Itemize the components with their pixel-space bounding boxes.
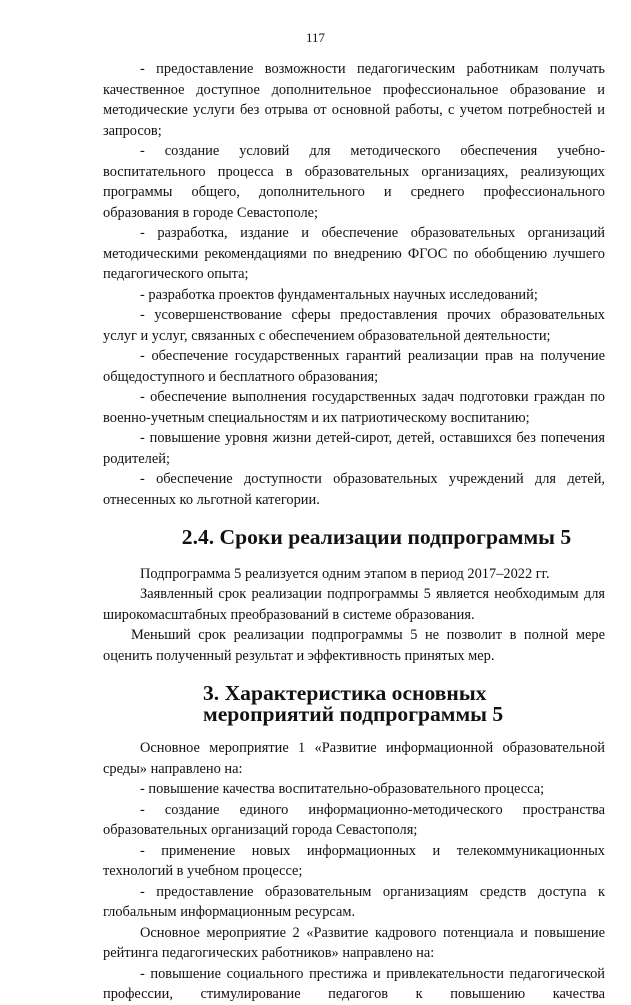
paragraph: - разработка проектов фундаментальных научных исследований; — [140, 286, 538, 303]
paragraph: Заявленный срок реализации подпрограммы 5 является необходимым для широкомасштабных преобразований в системе образования. — [103, 586, 605, 623]
paragraph: Меньший срок реализации подпрограммы 5 не позволит в полной мере оценить полученный результат и эффективность принятых мер. — [103, 627, 605, 664]
page-content — [103, 59, 605, 1005]
paragraph: - обеспечение государственных гарантий реализации прав на получение общедоступного и бесплатного образования; — [103, 348, 605, 385]
paragraph: - обеспечение выполнения государственных задач подготовки граждан по военно-учетным специальностям и их патриотическому воспитанию; — [103, 389, 605, 426]
section-heading: 3. Характеристика основных мероприятий подпрограммы 5 — [203, 681, 504, 726]
paragraph: Основное мероприятие 1 «Развитие информационной образовательной среды» направлено на: — [103, 740, 605, 777]
paragraph: - разработка, издание и обеспечение образовательных организаций методическими рекомендациями по внедрению ФГОС по обобщению лучшего педагогического опыта; — [103, 225, 605, 282]
paragraph: - усовершенствование сферы предоставления прочих образовательных услуг и услуг, связанных с обеспечением образовательной деятельности; — [103, 307, 605, 344]
paragraph: - создание единого информационно-методического пространства образовательных организаций города Севастополя; — [103, 801, 605, 838]
paragraph: Основное мероприятие 2 «Развитие кадрового потенциала и повышение рейтинга педагогических работников» направлено на: — [103, 924, 605, 961]
paragraph: - повышение качества воспитательно-образовательного процесса; — [140, 781, 545, 797]
paragraph: - предоставление образовательным организациям средств доступа к глобальным информационным ресурсам. — [103, 883, 605, 920]
paragraph: - обеспечение доступности образовательных учреждений для детей, отнесенных ко льготной категории. — [103, 471, 605, 508]
page-number: 117 — [305, 30, 326, 45]
section-heading: 2.4. Сроки реализации подпрограммы 5 — [181, 525, 572, 549]
paragraph: - повышение социального престижа и привлекательности педагогической профессии, стимулирование педагогов к повышению качества — [103, 965, 605, 1002]
paragraph: - повышение уровня жизни детей-сирот, детей, оставшихся без попечения родителей; — [103, 430, 605, 467]
paragraph: - предоставление возможности педагогическим работникам получать качественное доступное дополнительное профессиональное образование и методические услуги без отрыва от основной работы, с учетом потребностей и запросов; — [103, 61, 605, 139]
paragraph: Подпрограмма 5 реализуется одним этапом в период 2017–2022 гг. — [140, 565, 550, 582]
paragraph: - создание условий для методического обеспечения учебно-воспитательного процесса в образовательных организациях, реализующих программы общего, дополнительного и среднего профессионального образования в городе Севастополе; — [103, 143, 605, 221]
paragraph: - применение новых информационных и телекоммуникационных технологий в учебном процессе; — [103, 842, 605, 879]
